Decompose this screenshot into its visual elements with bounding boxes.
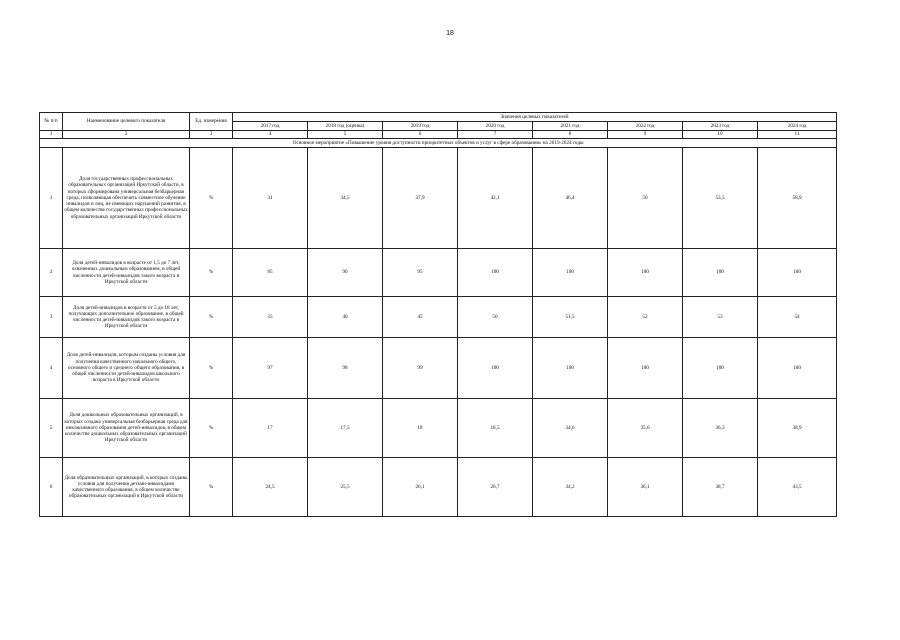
row-value: 42,1 [458,148,533,249]
row-value: 36,3 [683,399,758,458]
row-value: 24,5 [233,458,308,517]
column-number: 6 [383,131,458,139]
year-header: 2021 год [533,122,608,131]
column-number: 11 [758,131,837,139]
row-name: Доля детей-инвалидов, которым созданы условия для получения качественного начального общего, основного общего и среднего общего образования, в общей численности детей-инвалидов школьного возраста в Иркутской области [63,338,190,399]
table-row [40,338,837,399]
table-row [40,458,837,517]
row-value: 98 [308,338,383,399]
row-value: 99 [383,338,458,399]
row-value: 35,6 [608,399,683,458]
row-value: 53 [683,297,758,338]
row-value: 38,7 [683,458,758,517]
page-number: 18 [446,30,454,37]
indicators-table [39,112,837,517]
row-value: 34,5 [308,148,383,249]
row-num: 2 [40,249,63,297]
row-value: 100 [608,249,683,297]
row-value: 85 [233,249,308,297]
row-value: 35 [233,297,308,338]
row-value: 37,9 [383,148,458,249]
row-value: 18 [383,399,458,458]
column-number-row [40,131,837,139]
column-number: 9 [608,131,683,139]
column-number: 3 [190,131,233,139]
row-value: 34,6 [533,399,608,458]
row-num: 6 [40,458,63,517]
row-value: 100 [608,338,683,399]
row-unit: % [190,249,233,297]
row-name: Доля государственных профессиональных образовательных организаций Иркутской области, в которых сформирована универсальная безбарьерная среда, позволяющая обеспечить совместное обучение инвалидов и лиц, не имеющих нарушений развития, в общем количестве государственных профессиональных образовательных организаций Иркутской области [63,148,190,249]
row-name: Доля детей-инвалидов в возрасте от 5 до 18 лет, получающих дополнительное образование, в общей численности детей-инвалидов такого возраста в Иркутской области [63,297,190,338]
column-number: 7 [458,131,533,139]
row-value: 100 [458,249,533,297]
row-unit: % [190,399,233,458]
row-value: 17,5 [308,399,383,458]
row-value: 100 [683,249,758,297]
row-value: 100 [533,338,608,399]
row-unit: % [190,148,233,249]
column-number: 1 [40,131,63,139]
year-header: 2022 год [608,122,683,131]
year-header: 2018 год (оценка) [308,122,383,131]
row-name: Доля детей-инвалидов в возрасте от 1,5 до 7 лет, охваченных дошкольным образованием, в общей численности детей-инвалидов такого возраста в Иркутской области [63,249,190,297]
row-value: 100 [758,338,837,399]
row-unit: % [190,458,233,517]
row-value: 100 [758,249,837,297]
row-value: 26,1 [383,458,458,517]
row-num: 5 [40,399,63,458]
row-value: 100 [458,338,533,399]
row-value: 36,1 [608,458,683,517]
row-value: 31 [233,148,308,249]
header-values: Значения целевых показателей [233,113,837,122]
row-value: 46,4 [533,148,608,249]
row-value: 90 [308,249,383,297]
row-value: 100 [683,338,758,399]
row-num: 3 [40,297,63,338]
header-name: Наименование целевого показателя [63,113,190,131]
row-value: 53,5 [683,148,758,249]
row-num: 1 [40,148,63,249]
year-header: 2017 год [233,122,308,131]
row-value: 17 [233,399,308,458]
section-row [40,139,837,148]
table-row [40,148,837,249]
row-value: 45 [383,297,458,338]
year-header: 2020 год [458,122,533,131]
section-title: Основное мероприятие «Повышение уровня доступности приоритетных объектов и услуг в сфере образования» на 2019-2024 годы [40,139,837,148]
row-value: 95 [383,249,458,297]
header-num: № п/п [40,113,63,131]
row-value: 54 [758,297,837,338]
year-header: 2024 год [758,122,837,131]
table-row [40,297,837,338]
column-number: 2 [63,131,190,139]
row-value: 26,7 [458,458,533,517]
column-number: 10 [683,131,758,139]
row-name: Доля дошкольных образовательных организаций, в которых создана универсальная безбарьерная среда для инклюзивного образования детей-инвалидов, в общем количестве дошкольных образовательных организаций Иркутской области [63,399,190,458]
row-value: 97 [233,338,308,399]
row-value: 50 [458,297,533,338]
column-number: 5 [308,131,383,139]
row-num: 4 [40,338,63,399]
year-header: 2019 год [383,122,458,131]
column-number: 4 [233,131,308,139]
row-name: Доля образовательных организаций, в которых созданы условия для получения детьми-инвалидами качественного образования, в общем количестве образовательных организаций в Иркутской области [63,458,190,517]
row-value: 58,9 [758,148,837,249]
row-value: 38,9 [758,399,837,458]
table-row [40,399,837,458]
row-value: 34,2 [533,458,608,517]
column-number: 8 [533,131,608,139]
row-value: 100 [533,249,608,297]
row-unit: % [190,338,233,399]
row-value: 51,5 [533,297,608,338]
row-value: 18,5 [458,399,533,458]
row-value: 52 [608,297,683,338]
header-unit: Ед. измерения [190,113,233,131]
year-header: 2023 год [683,122,758,131]
row-value: 50 [608,148,683,249]
table-row [40,249,837,297]
row-value: 25,5 [308,458,383,517]
row-value: 40 [308,297,383,338]
row-unit: % [190,297,233,338]
row-value: 43,5 [758,458,837,517]
header-row [40,113,837,122]
